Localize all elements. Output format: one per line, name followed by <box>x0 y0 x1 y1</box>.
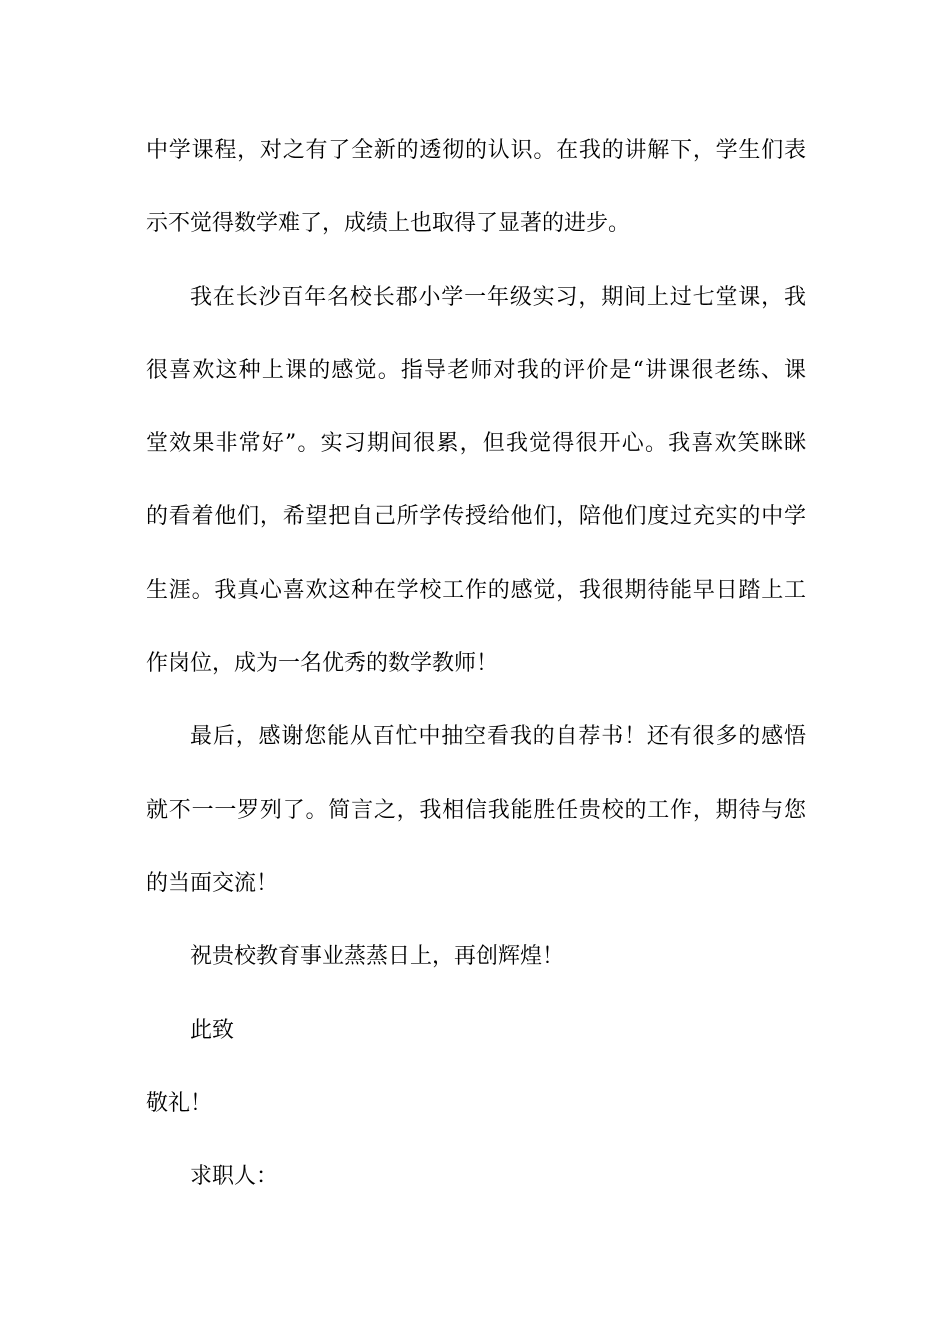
text-line-10: 就不一一罗列了。简言之，我相信我能胜任贵校的工作，期待与您 <box>146 797 806 823</box>
applicant-signature-label: 求职人： <box>190 1164 279 1190</box>
text-line-4: 很喜欢这种上课的感觉。指导老师对我的评价是“讲课很老练、课 <box>146 357 806 383</box>
text-line-1: 中学课程，对之有了全新的透彻的认识。在我的讲解下，学生们表 <box>146 138 806 163</box>
text-line-6: 的看着他们，希望把自己所学传授给他们，陪他们度过充实的中学 <box>146 504 806 530</box>
text-line-3: 我在长沙百年名校长郡小学一年级实习，期间上过七堂课，我 <box>190 284 806 310</box>
text-line-2: 示不觉得数学难了，成绩上也取得了显著的进步。 <box>146 211 631 237</box>
salutation-cizhi: 此致 <box>190 1017 235 1043</box>
text-line-11: 的当面交流！ <box>146 870 279 896</box>
letter-body <box>146 128 806 1227</box>
text-line-9: 最后，感谢您能从百忙中抽空看我的自荐书！还有很多的感悟 <box>190 724 806 750</box>
text-line-7: 生涯。我真心喜欢这种在学校工作的感觉，我很期待能早日踏上工 <box>146 577 806 603</box>
text-line-8: 作岗位，成为一名优秀的数学教师！ <box>146 651 499 677</box>
text-line-5: 堂效果非常好”。实习期间很累，但我觉得很开心。我喜欢笑眯眯 <box>146 431 806 457</box>
closing-wish: 祝贵校教育事业蒸蒸日上，再创辉煌！ <box>190 944 565 970</box>
salutation-jingli: 敬礼！ <box>146 1090 213 1116</box>
